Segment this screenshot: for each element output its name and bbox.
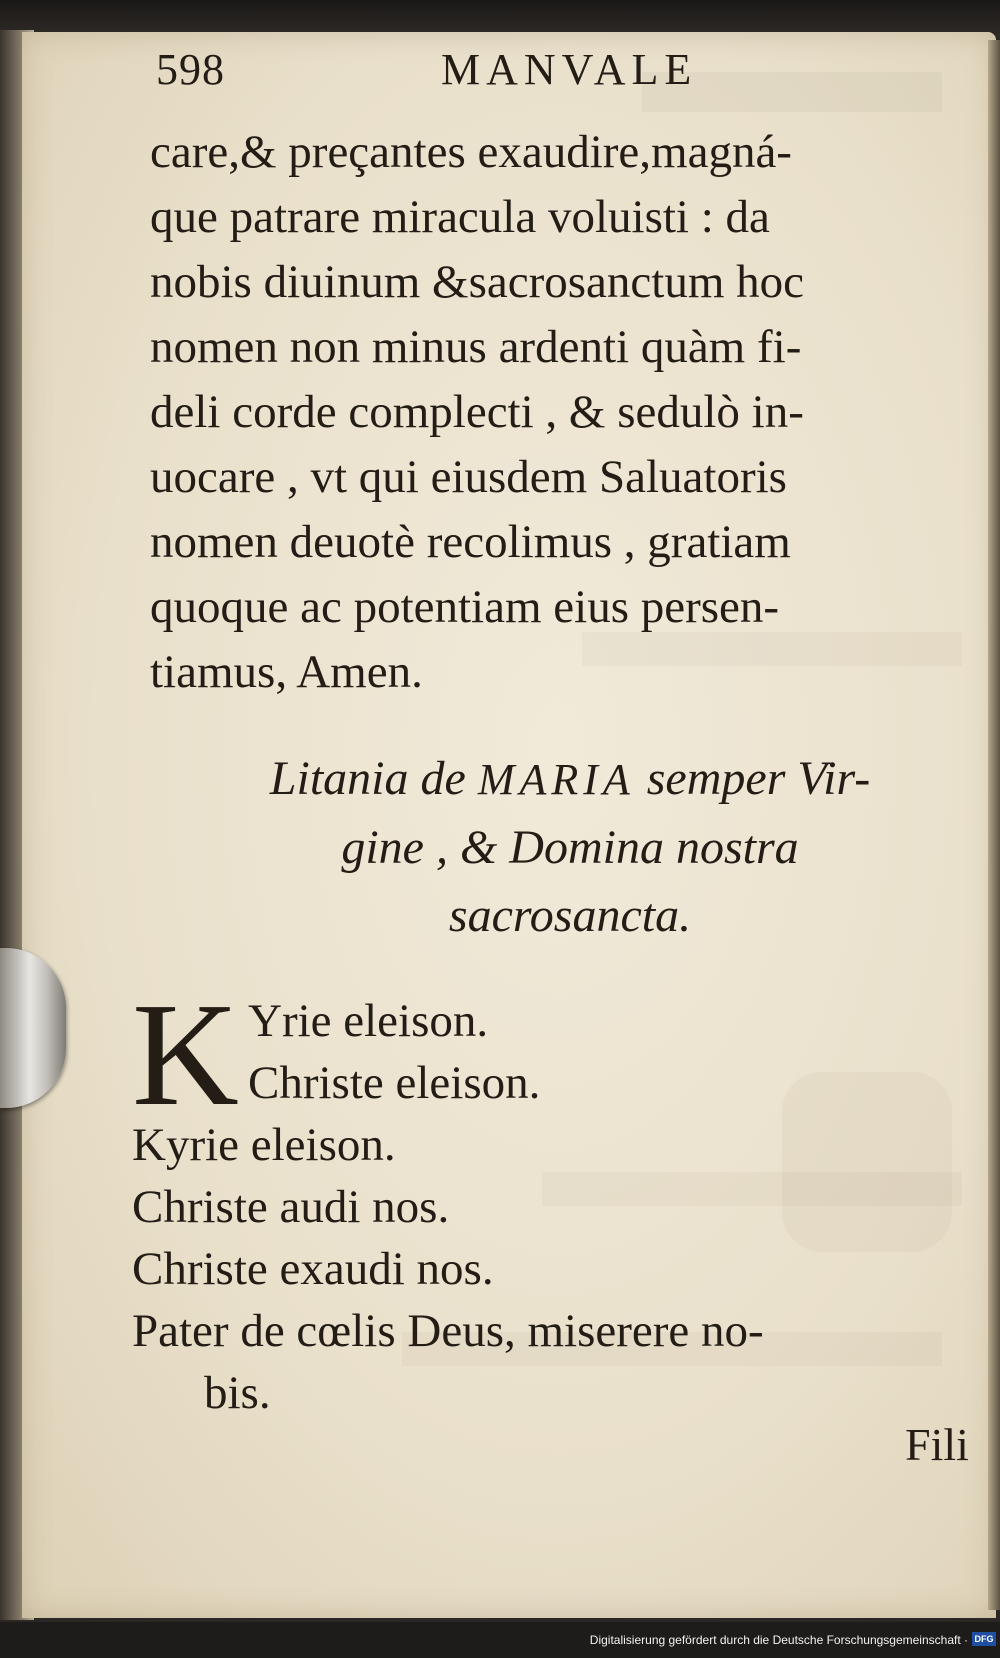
litany-line: Pater de cœlis Deus, miserere no-: [132, 1305, 764, 1357]
heading-line-2: gine , & Domina nostra: [341, 821, 799, 874]
litany-line: bis.: [204, 1367, 271, 1419]
litany-text: [132, 973, 992, 1424]
text-line: deli corde complecti , & sedulò in-: [150, 386, 804, 438]
running-title: MANVALE: [441, 45, 698, 94]
litany-line: Kyrie eleison.: [132, 1119, 396, 1171]
section-heading: [160, 745, 980, 950]
heading-line-3: sacrosancta.: [448, 889, 692, 942]
text-line: nomen deuotè recolimus , gratiam: [150, 516, 791, 568]
litany-line: Yrie eleison.: [248, 995, 489, 1047]
catchword: Fili: [905, 1419, 969, 1470]
text-line: care,& preçantes exaudire,magná-: [150, 126, 792, 178]
text-line: que patrare miracula voluisti : da: [150, 191, 770, 243]
prayer-text: [150, 120, 990, 705]
heading-line-1: [160, 745, 980, 814]
text-line: uocare , vt qui eiusdem Saluatoris: [150, 451, 787, 503]
litany-line: Christe eleison.: [248, 1057, 541, 1109]
page-number: 598: [156, 45, 225, 94]
text-line: tiamus, Amen.: [150, 646, 423, 698]
text-line: nobis diuinum &sacrosanctum hoc: [150, 256, 804, 308]
heading-text: semper Vir-: [634, 752, 871, 805]
litany-line: Christe audi nos.: [132, 1181, 450, 1233]
footer-bar: [0, 1622, 1000, 1658]
running-head: [156, 44, 876, 104]
dfg-logo-icon: DFG: [972, 1632, 996, 1646]
heading-caps: MARIA: [477, 755, 635, 804]
litany-line: Christe exaudi nos.: [132, 1243, 494, 1295]
funding-credit: Digitalisierung gefördert durch die Deutsche Forschungsgemeinschaft ·: [589, 1633, 968, 1647]
text-line: quoque ac potentiam eius persen-: [150, 581, 780, 633]
drop-cap-initial: K: [132, 973, 239, 1137]
heading-text: Litania de: [269, 752, 478, 805]
text-line: nomen non minus ardenti quàm fi-: [150, 321, 802, 373]
